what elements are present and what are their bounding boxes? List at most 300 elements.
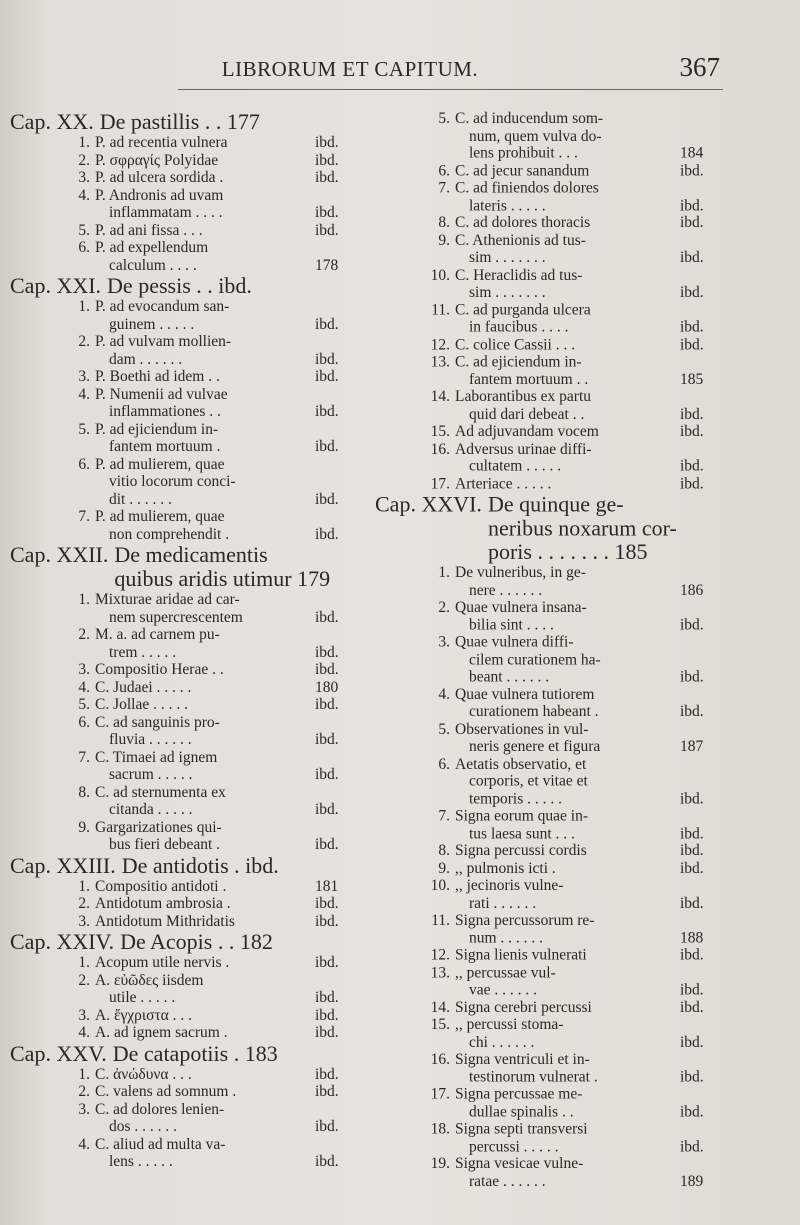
entry-number: 6. [438,162,450,180]
entry-page-ref: ibd. [315,895,339,912]
entry-page-ref: ibd. [680,162,704,180]
toc-entry [10,591,360,626]
entry-page-ref: 178 [315,256,339,274]
entry-text-line: ,, percussi stoma- [455,1016,564,1034]
entry-page-ref: ibd. [315,525,339,543]
entry-text-line: Acopum utile nervis . [95,954,230,971]
entry-number: 9. [78,818,90,836]
entry-number: 6. [78,713,90,731]
entry-page-ref: ibd. [315,315,339,333]
entry-number: 4. [78,385,90,403]
entry-text-line: Aetatis observatio, et [455,755,587,773]
entry-page-ref: 188 [680,929,704,947]
entry-page-ref: ibd. [680,894,704,912]
entry-text-line: testinorum vulnerat . [469,1068,598,1086]
entry-text-line: fantem mortuum . . [469,370,589,388]
entry-number: 11. [431,301,450,319]
entry-text-line: dos . . . . . . [109,1118,178,1135]
entry-text-line: sacrum . . . . . [109,766,193,783]
entry-text-line: Gargarizationes qui- [95,818,222,836]
entry-page-ref: ibd. [315,1006,339,1024]
entry-text-line: Antidotum ambrosia . [95,895,231,912]
entry-text-line: corporis, et vitae et [469,772,588,790]
entry-text-line: A. ad ignem sacrum . [95,1024,228,1041]
entry-text-line: ,, pulmonis icti . [455,859,556,877]
entry-text-line: Compositio Herae . . [95,661,224,678]
toc-entry [375,423,735,440]
entry-text-line: sim . . . . . . . [469,283,546,301]
entry-number: 6. [438,755,450,773]
entry-number: 10. [430,877,450,894]
entry-text-line: cilem curationem ha- [469,651,601,668]
header-rule [178,89,723,90]
running-header: LIBRORUM ET CAPITUM. [221,57,479,81]
entry-text-line: P. ad mulierem, quae [95,455,225,473]
entry-text-line: P. ad vulvam mollien- [95,333,232,350]
entry-text-line: C. Judaei . . . . . [95,678,192,696]
entry-page-ref: ibd. [315,696,339,713]
toc-entry [10,298,360,333]
toc-entry [10,661,360,679]
entry-text-line: C. aliud ad multa va- [95,1135,226,1153]
entry-text-line: C. ad dolores thoracis [455,214,591,232]
entry-page-ref: 187 [680,737,704,755]
entry-text-line: M. a. ad carnem pu- [95,626,220,643]
entry-page-ref: ibd. [315,368,339,385]
chapter-title-line: De Acopis . . 182 [120,929,273,954]
entry-number: 8. [438,214,450,232]
entry-number: 16. [430,440,450,458]
page-number: 367 [679,52,720,82]
entry-page-ref: 189 [680,1172,704,1190]
toc-entry [10,913,360,931]
toc-entry [10,714,360,749]
toc-entry [10,679,360,697]
toc-entry [375,860,735,877]
entry-text-line: Signa cerebri percussi [455,998,592,1016]
entry-text-line: bilia sint . . . . [469,616,554,634]
entry-page-ref: ibd. [315,221,339,239]
toc-entry [375,110,735,162]
entry-text-line: C. ad inducendum som- [455,110,604,127]
chapter-title-line: poris . . . . . . . 185 [487,539,648,565]
chapter-heading [10,1042,360,1066]
toc-entry [10,972,360,1007]
entry-page-ref: ibd. [315,1065,339,1083]
entry-page-ref: 180 [315,678,339,696]
chapter-title-line: De medicamentis [114,542,268,567]
entry-text-line: tus laesa sunt . . . [469,824,575,842]
chapter-number: Cap. XXV. [10,1040,107,1066]
entry-text-line: C. ad sternumenta ex [95,783,226,801]
toc-entry [375,877,735,912]
entry-text-line: ,, percussae vul- [455,963,556,981]
entry-page-ref: 186 [680,581,704,599]
entry-text-line: in faucibus . . . . [469,318,569,336]
entry-page-ref: ibd. [680,981,704,999]
toc-entry [375,440,735,475]
entry-number: 5. [78,221,90,239]
entry-text-line: curationem habeant . [469,703,599,721]
toc-entry [375,232,735,267]
entry-text-line: Signa lienis vulnerati [455,946,587,964]
entry-page-ref: 181 [315,877,339,895]
entry-page-ref: ibd. [315,954,339,971]
entry-page-ref: ibd. [315,350,339,368]
entry-text-line: utile . . . . . [109,989,176,1006]
entry-page-ref: ibd. [680,1033,704,1051]
toc-entry [375,1120,735,1155]
entry-page-ref: ibd. [315,1024,339,1041]
chapter-title-line: De pessis . . ibd. [107,273,252,298]
entry-text-line: temporis . . . . . [469,790,562,808]
toc-entry [375,180,735,215]
entry-page-ref: ibd. [315,643,339,661]
entry-number: 1. [78,954,90,971]
entry-text-line: P. ad expellendum [95,239,209,256]
entry-number: 9. [438,231,450,249]
entry-text-line: chi . . . . . . [469,1033,535,1051]
chapter-title-line: neribus noxarum cor- [487,515,677,541]
toc-entry [10,421,360,456]
toc-entry [10,1101,360,1136]
entry-text-line: dam . . . . . . [109,350,183,368]
entry-page-ref: ibd. [315,151,339,169]
entry-number: 2. [78,333,90,350]
entry-text-line: Mixturae aridae ad car- [95,591,240,608]
chapter-heading [375,493,735,565]
entry-text-line: C. ad finiendos dolores [455,179,599,197]
entry-text-line: Signa percussae me- [455,1085,583,1103]
chapter-title-line: De antidotis . ibd. [121,852,279,878]
entry-text-line: P. ad ulcera sordida . [95,169,224,186]
entry-text-line: Signa vesicae vulne- [455,1155,584,1173]
toc-entry [375,964,735,999]
entry-text-line: quid dari debeat . . [469,405,585,423]
chapter-heading [10,930,360,954]
entry-text-line: C. ad sanguinis pro- [95,713,220,731]
entry-text-line: Laborantibus ex partu [455,388,592,406]
entry-page-ref: ibd. [315,989,339,1006]
entry-number: 7. [438,179,450,197]
entry-text-line: C. ad ejiciendum in- [455,353,582,371]
entry-page-ref: ibd. [680,249,704,266]
toc-entry [375,1016,735,1051]
entry-number: 3. [78,912,90,930]
entry-number: 2. [78,151,90,169]
entry-page-ref: ibd. [315,490,339,508]
entry-page-ref: ibd. [680,668,704,686]
left-column [10,110,360,1171]
entry-text-line: Quae vulnera insana- [455,598,587,616]
entry-text-line: vitio locorum conci- [109,473,236,490]
entry-number: 14. [430,388,450,406]
entry-text-line: fluvia . . . . . . [109,731,192,748]
toc-entry [375,721,735,756]
toc-entry [375,162,735,179]
entry-number: 4. [78,678,90,696]
entry-number: 1. [438,564,450,581]
entry-number: 16. [430,1050,450,1068]
entry-text-line: beant . . . . . . [469,668,550,686]
entry-number: 4. [78,1135,90,1153]
entry-text-line: P. ad ani fissa . . . [95,221,203,239]
entry-text-line: percussi . . . . . [469,1137,559,1155]
entry-number: 12. [430,336,450,353]
entry-text-line: nere . . . . . . [469,581,543,599]
toc-entry [375,266,735,301]
entry-number: 11. [431,911,450,929]
entry-text-line: C. ἀνώδυνα . . . [95,1065,192,1083]
entry-text-line: Compositio antidoti . [95,877,227,895]
entry-number: 8. [78,783,90,801]
chapter-title-line: De pastillis . . 177 [99,109,260,134]
toc-entry [10,456,360,509]
toc-entry [375,336,735,353]
chapter-number: Cap. XXI. [10,273,102,298]
entry-number: 6. [78,239,90,256]
entry-page-ref: ibd. [315,661,339,678]
entry-text-line: C. Jollae . . . . . [95,696,188,713]
entry-text-line: C. ad jecur sanandum [455,162,590,180]
chapter-heading [10,854,360,878]
entry-text-line: C. valens ad somnum . [95,1083,237,1100]
entry-number: 17. [430,475,450,493]
entry-text-line: P. ad ejiciendum in- [95,420,219,438]
right-column [375,110,735,1190]
entry-number: 12. [430,946,450,964]
entry-number: 3. [78,169,90,186]
entry-page-ref: ibd. [680,1137,704,1155]
entry-page-ref: ibd. [315,731,339,748]
toc-entry [10,152,360,170]
toc-entry [10,222,360,240]
entry-page-ref: ibd. [315,766,339,783]
entry-page-ref: ibd. [315,1153,339,1170]
entry-text-line: P. ad evocandum san- [95,298,230,315]
entry-number: 13. [430,353,450,371]
entry-page-ref: ibd. [680,790,704,808]
entry-page-ref: ibd. [680,616,704,634]
entry-number: 5. [78,420,90,438]
entry-page-ref: ibd. [680,336,704,353]
entry-page-ref: ibd. [680,196,704,214]
entry-page-ref: ibd. [680,998,704,1016]
chapter-number: Cap. XXIV. [10,929,115,954]
entry-page-ref: ibd. [680,318,704,336]
entry-number: 2. [438,598,450,616]
toc-entry [10,239,360,274]
entry-text-line: P. Boethi ad idem . . [95,368,220,385]
entry-text-line: Arteriace . . . . . [455,475,552,493]
toc-entry [375,353,735,388]
toc-entry [375,1051,735,1086]
entry-text-line: A. εὐῶδες iisdem [95,971,204,989]
entry-number: 3. [78,1100,90,1118]
toc-entry [10,878,360,896]
toc-entry [10,784,360,819]
toc-entry [375,1155,735,1190]
toc-entry [10,1066,360,1084]
entry-text-line: P. ad recentia vulnera [95,134,228,151]
entry-text-line: ,, jecinoris vulne- [455,877,564,894]
toc-entry [10,1007,360,1025]
entry-page-ref: 185 [680,370,704,388]
toc-entry [375,686,735,721]
chapter-number: Cap. XX. [10,109,94,134]
chapter-heading [10,274,360,298]
toc-entry [10,1136,360,1171]
toc-entry [10,696,360,714]
toc-entry [375,755,735,807]
entry-text-line: Ad adjuvandam vocem [455,422,599,440]
toc-entry [375,999,735,1016]
toc-entry [10,134,360,152]
toc-entry [10,386,360,421]
entry-text-line: Observationes in vul- [455,720,589,738]
entry-number: 14. [430,998,450,1016]
entry-text-line: P. Andronis ad uvam [95,186,224,204]
entry-number: 7. [78,508,90,525]
entry-text-line: vae . . . . . . [469,981,538,999]
entry-text-line: Antidotum Mithridatis [95,912,235,930]
entry-page-ref: ibd. [680,1068,704,1086]
toc-entry [375,1086,735,1121]
entry-number: 4. [438,685,450,703]
entry-page-ref: ibd. [680,1103,704,1120]
entry-text-line: C. Athenionis ad tus- [455,231,586,249]
toc-entry [10,819,360,854]
entry-text-line: C. ad purganda ulcera [455,301,591,319]
toc-entry [375,214,735,231]
entry-page-ref: ibd. [315,1118,339,1135]
entry-text-line: fantem mortuum . [109,438,221,455]
entry-text-line: P. Numenii ad vulvae [95,385,228,403]
entry-page-ref: ibd. [680,214,704,232]
entry-text-line: A. ἔγχριστα . . . [95,1006,193,1024]
entry-text-line: Signa percussi cordis [455,842,587,860]
toc-entry [375,808,735,843]
entry-number: 15. [430,1016,450,1034]
entry-number: 13. [430,963,450,981]
entry-page-ref: ibd. [315,134,339,151]
entry-number: 18. [430,1120,450,1138]
entry-number: 19. [430,1155,450,1173]
entry-page-ref: ibd. [315,912,339,930]
entry-text-line: num, quem vulva do- [469,127,602,145]
toc-entry [10,626,360,661]
entry-number: 4. [78,186,90,204]
entry-number: 3. [78,661,90,678]
toc-entry [375,599,735,634]
entry-number: 1. [78,134,90,151]
entry-text-line: lens . . . . . [109,1153,173,1170]
entry-text-line: Signa percussorum re- [455,911,595,929]
entry-number: 5. [438,720,450,738]
toc-entry [375,564,735,599]
entry-page-ref: ibd. [315,438,339,455]
entry-text-line: dit . . . . . . [109,490,172,508]
entry-text-line: calculum . . . . [109,256,197,274]
toc-entry [375,842,735,859]
entry-number: 7. [78,748,90,766]
entry-page-ref: ibd. [680,946,704,964]
entry-number: 9. [438,859,450,877]
entry-number: 1. [78,1065,90,1083]
entry-text-line: citanda . . . . . [109,801,193,818]
toc-entry [10,333,360,368]
entry-page-ref: ibd. [680,283,704,301]
entry-text-line: guinem . . . . . [109,315,195,333]
chapter-title-line: De catapotiis . 183 [112,1040,278,1066]
entry-number: 3. [78,368,90,385]
entry-page-ref: ibd. [680,859,704,877]
chapter-number: Cap. XXVI. [375,491,482,517]
entry-text-line: Signa septi transversi [455,1120,588,1138]
entry-text-line: De vulneribus, in ge- [455,564,586,581]
toc-entry [375,301,735,336]
entry-number: 2. [78,895,90,912]
entry-text-line: lateris . . . . . [469,196,546,214]
toc-entry [375,388,735,423]
toc-entry [10,1024,360,1042]
entry-page-ref: ibd. [680,842,704,860]
toc-entry [10,508,360,543]
entry-number: 7. [438,807,450,825]
entry-text-line: Quae vulnera tutiorem [455,685,595,703]
entry-text-line: num . . . . . . [469,929,544,947]
entry-page-ref: ibd. [315,608,339,626]
entry-page-ref: ibd. [315,169,339,186]
entry-text-line: nem supercrescentem [109,608,243,626]
toc-entry [10,895,360,913]
entry-text-line: C. colice Cassii . . . [455,336,576,353]
entry-page-ref: ibd. [680,703,704,721]
entry-number: 3. [438,633,450,651]
chapter-heading [10,543,360,591]
entry-text-line: Signa ventriculi et in- [455,1050,590,1068]
toc-entry [375,947,735,964]
entry-page-ref: ibd. [315,403,339,420]
entry-text-line: neris genere et figura [469,737,601,755]
entry-text-line: C. Timaei ad ignem [95,748,218,766]
toc-entry [375,475,735,492]
toc-entry [10,954,360,972]
entry-page-ref: ibd. [680,422,704,440]
toc-entry [10,1083,360,1101]
entry-text-line: Quae vulnera diffi- [455,633,574,651]
entry-text-line: cultatem . . . . . [469,457,562,475]
entry-text-line: sim . . . . . . . [469,249,546,266]
entry-text-line: P. σφραγίς Polyidae [95,151,219,169]
toc-entry [10,368,360,386]
entry-number: 6. [78,455,90,473]
entry-page-ref: ibd. [315,1083,339,1100]
entry-number: 15. [430,422,450,440]
chapter-title-line: De quinque ge- [487,491,624,517]
entry-number: 17. [430,1085,450,1103]
entry-page-ref: ibd. [680,405,704,423]
entry-number: 5. [78,696,90,713]
entry-page-ref: ibd. [680,475,704,493]
entry-text-line: dullae spinalis . . [469,1103,574,1120]
entry-text-line: C. ad dolores lenien- [95,1100,225,1118]
entry-page-ref: 184 [680,144,704,162]
entry-text-line: C. Heraclidis ad tus- [455,266,583,284]
entry-number: 3. [78,1006,90,1024]
entry-text-line: non comprehendit . [109,525,230,543]
chapter-number: Cap. XXIII. [10,852,116,878]
